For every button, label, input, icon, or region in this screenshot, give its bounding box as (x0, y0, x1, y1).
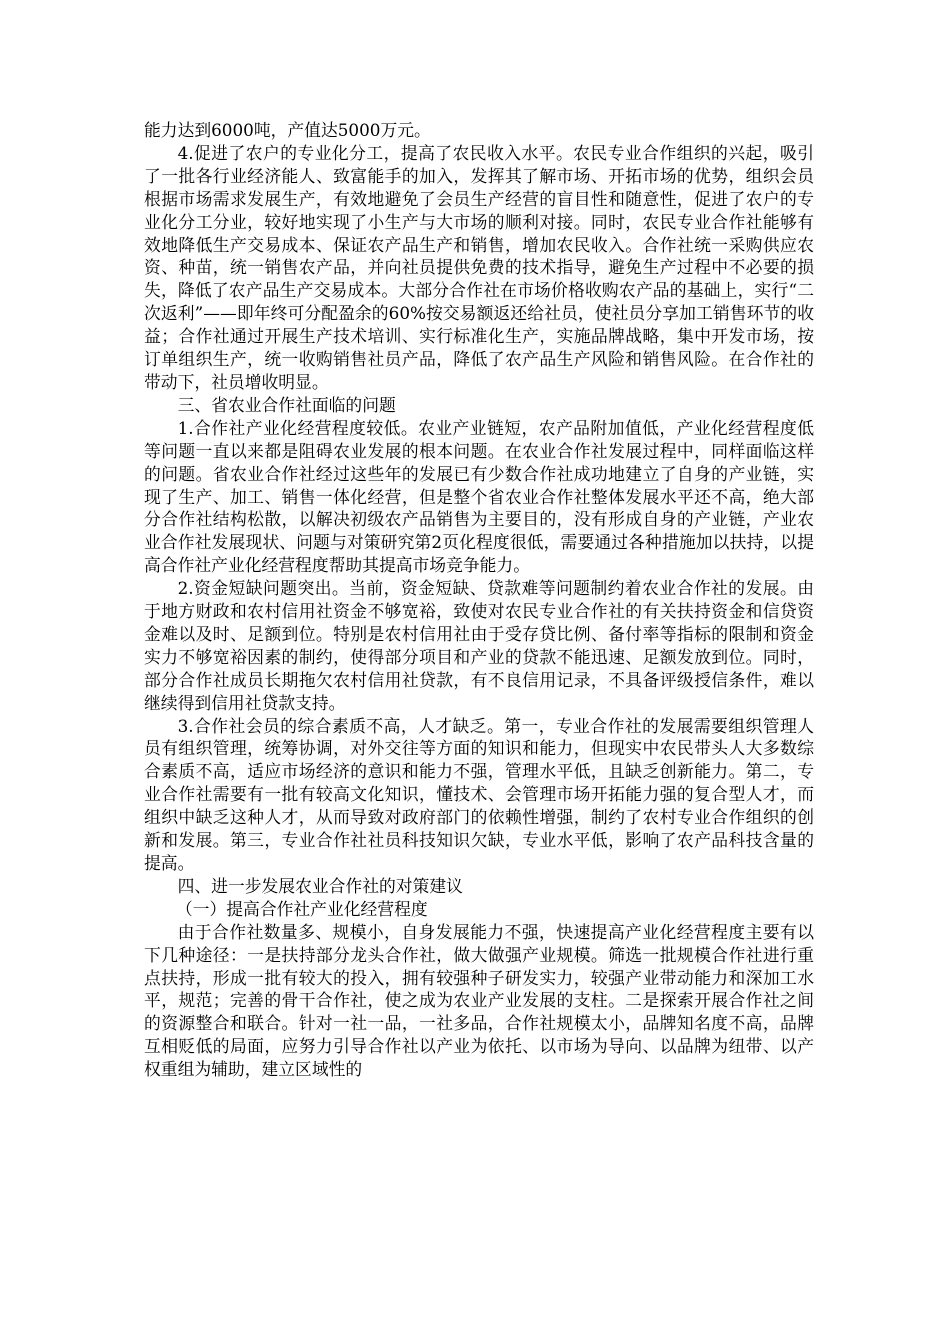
paragraph-problem-2: 2.资金短缺问题突出。当前，资金短缺、贷款难等问题制约着农业合作社的发展。由于地方财政和农村信用社资金不够宽裕，致使对农民专业合作社的有关扶持资金和信贷资金难以及时、足额到位。特别是农村信用社由于受存贷比例、备付率等指标的限制和资金实力不够宽裕因素的制约，使得部分项目和产业的贷款不能迅速、足额发放到位。同时，部分合作社成员长期拖欠农村信用社贷款，有不良信用记录，不具备评级授信条件，难以继续得到信用社贷款支持。 (144, 578, 814, 713)
paragraph-continuation: 能力达到6000吨，产值达5000万元。 (144, 120, 431, 140)
paragraph-point-4: 4.促进了农户的专业化分工，提高了农民收入水平。农民专业合作组织的兴起，吸引了一批各行业经济能人、致富能手的加入，发挥其了解市场、开拓市场的优势，组织会员根据市场需求发展生产，有效地避免了会员生产经营的盲目性和随意性，促进了农户的专业化分工分业，较好地实现了小生产与大市场的顺利对接。同时，农民专业合作社能够有效地降低生产交易成本、保证农产品生产和销售，增加农民收入。合作社统一采购供应农资、种苗，统一销售农产品，并向社员提供免费的技术指导，避免生产过程中不必要的损失，降低了农产品生产交易成本。大部分合作社在市场价格收购农产品的基础上，实行“二次返利”——即年终可分配盈余的60%按交易额返还给社员，使社员分享加工销售环节的收益；合作社通过开展生产技术培训、实行标准化生产，实施品牌战略，集中开发市场，按订单组织生产，统一收购销售社员产品，降低了农产品生产风险和销售风险。在合作社的带动下，社员增收明显。 (144, 142, 814, 392)
paragraph-measure-1: 由于合作社数量多、规模小，自身发展能力不强，快速提高产业化经营程度主要有以下几种途径：一是扶持部分龙头合作社，做大做强产业规模。筛选一批规模合作社进行重点扶持，形成一批有较大的投入，拥有较强种子研发实力，较强产业带动能力和深加工水平，规范；完善的骨干合作社，使之成为农业产业发展的支柱。二是探索开展合作社之间的资源整合和联合。针对一社一品，一社多品，合作社规模太小，品牌知名度不高，品牌互相贬低的局面，应努力引导合作社以产业为依托、以市场为导向、以品牌为纽带、以产权重组为辅助，建立区域性的 (144, 921, 814, 1080)
document-body (144, 119, 814, 1081)
section-heading-4: 四、进一步发展农业合作社的对策建议 (177, 875, 463, 896)
paragraph-problem-1: 1.合作社产业化经营程度较低。农业产业链短，农产品附加值低，产业化经营程度低等问题一直以来都是阻碍农业发展的根本问题。在农业合作社发展过程中，同样面临这样的问题。省农业合作社经过这些年的发展已有少数合作社成功地建立了自身的产业链，实现了生产、加工、销售一体化经营，但是整个省农业合作社整体发展水平还不高，绝大部分合作社结构松散，以解决初级农产品销售为主要目的，没有形成自身的产业链，产业农业合作社发展现状、问题与对策研究第2页化程度很低，需要通过各种措施加以扶持，以提高合作社产业化经营程度帮助其提高市场竞争能力。 (144, 417, 814, 576)
paragraph-problem-3: 3.合作社会员的综合素质不高，人才缺乏。第一，专业合作社的发展需要组织管理人员有组织管理，统筹协调，对外交往等方面的知识和能力，但现实中农民带头人大多数综合素质不高，适应市场经济的意识和能力不强，管理水平低，且缺乏创新能力。第二，专业合作社需要有一批有较高文化知识，懂技术、会管理市场开拓能力强的复合型人才，而组织中缺乏这种人才，从而导致对政府部门的依赖性增强，制约了农村专业合作组织的创新和发展。第三，专业合作社社员科技知识欠缺，专业水平低，影响了农产品科技含量的提高。 (144, 715, 814, 873)
subsection-heading-1: （一）提高合作社产业化经营程度 (175, 898, 428, 919)
section-heading-3: 三、省农业合作社面临的问题 (177, 394, 396, 415)
